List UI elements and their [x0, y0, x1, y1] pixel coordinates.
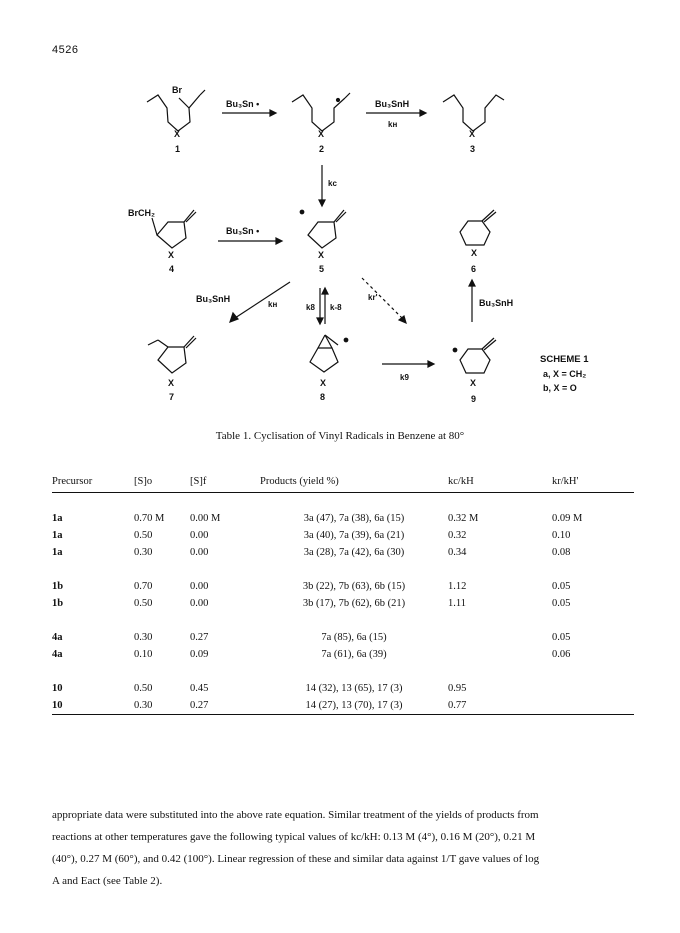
compound-9-structure	[460, 338, 496, 373]
results-table	[52, 470, 634, 715]
cell-kc-kh	[448, 629, 552, 646]
compound-3-structure	[443, 95, 504, 131]
cell-kc-kh: 0.95	[448, 683, 467, 694]
body-line-3: (40°), 0.27 M (60°), and 0.42 (100°). Linear regression of these and similar data against 1/T gave values of log	[52, 853, 540, 865]
scheme-legend-b: b, X = O	[543, 383, 577, 393]
cell-s0: 0.30	[134, 700, 153, 711]
cell-kc-kh: 1.12	[448, 581, 467, 592]
reagent-tin-radical-1: Bu₃Sn •	[226, 99, 260, 109]
cell-kc-kh: 0.32	[448, 530, 467, 541]
cell-precursor: 4a	[52, 649, 63, 660]
cell-kr-kh: 0.10	[552, 530, 571, 541]
cell-kc-kh: 0.77	[448, 700, 467, 711]
compound-7-structure	[148, 336, 196, 373]
x-label-4: X	[168, 250, 175, 260]
compound-4-structure	[152, 210, 196, 248]
cell-precursor: 1b	[52, 598, 64, 609]
cell-kr-kh: 0.08	[552, 547, 571, 558]
table-row	[52, 697, 634, 715]
compound-number-8: 8	[320, 392, 326, 402]
compound-8-structure	[310, 335, 338, 372]
compound-number-2: 2	[319, 144, 325, 154]
spacer-row	[52, 493, 634, 511]
cell-products: 3b (22), 7b (63), 6b (15)	[302, 581, 406, 592]
body-line-2: reactions at other temperatures gave the following typical values of kc/kH: 0.13 M (4°), 0.16 M (20°), 0.21 M	[52, 831, 536, 843]
table-row	[52, 544, 634, 561]
scheme-legend-a: a, X = CH₂	[543, 369, 587, 379]
cell-precursor: 1b	[52, 581, 64, 592]
cell-products: 3b (17), 7b (62), 6b (21)	[302, 598, 406, 609]
compound-6-structure	[460, 210, 496, 245]
cell-s0: 0.30	[134, 547, 153, 558]
body-text	[52, 804, 632, 892]
rate-constant-kr: kr'	[368, 293, 378, 302]
cell-sf: 0.27	[190, 632, 209, 643]
compound-1-structure	[147, 90, 205, 131]
reagent-tin-hydride-1: Bu₃SnH	[375, 99, 410, 109]
cell-s0: 0.50	[134, 598, 153, 609]
header-s0: [S]o	[134, 475, 153, 487]
rate-constant-kc: kc	[328, 179, 337, 188]
cell-kr-kh: 0.05	[552, 581, 571, 592]
cell-kr-kh: 0.05	[552, 598, 571, 609]
rate-constant-kh-1: kʜ	[388, 120, 398, 129]
cell-kr-kh: 0.05	[552, 632, 571, 643]
header-precursor: Precursor	[52, 475, 93, 487]
scheme-title: SCHEME 1	[540, 354, 589, 365]
page-number: 4526	[52, 44, 79, 56]
table-row	[52, 595, 634, 612]
x-label-7: X	[168, 378, 175, 388]
x-label-2: X	[318, 129, 325, 139]
x-label-8: X	[320, 378, 327, 388]
cell-s0: 0.30	[134, 632, 153, 643]
cell-precursor: 10	[52, 683, 63, 694]
cell-s0: 0.50	[134, 530, 153, 541]
cell-kc-kh: 0.32 M	[448, 513, 479, 524]
cell-precursor: 1a	[52, 513, 63, 524]
cell-products: 7a (85), 6a (15)	[321, 632, 387, 643]
table-caption: Table 1. Cyclisation of Vinyl Radicals in Benzene at 80°	[215, 430, 465, 442]
header-sf: [S]f	[190, 475, 207, 487]
spacer-row	[52, 612, 634, 629]
cell-s0: 0.70	[134, 581, 153, 592]
cell-kr-kh	[552, 697, 634, 715]
cell-precursor: 1a	[52, 530, 63, 541]
table-row	[52, 680, 634, 697]
cell-s0: 0.10	[134, 649, 153, 660]
cell-products: 14 (32), 13 (65), 17 (3)	[305, 683, 403, 694]
compound-number-7: 7	[169, 392, 175, 402]
compound-2-structure	[292, 93, 350, 131]
rate-constant-k9: k9	[400, 373, 409, 382]
cell-precursor: 4a	[52, 632, 63, 643]
header-kc-kh: kc/kH	[448, 475, 474, 487]
cell-sf: 0.00	[190, 581, 209, 592]
compound-number-6: 6	[471, 264, 477, 274]
cell-sf: 0.00	[190, 547, 209, 558]
table-row	[52, 578, 634, 595]
brch2-label: BrCH₂	[128, 208, 155, 218]
x-label-3: X	[469, 129, 476, 139]
body-line-1: appropriate data were substituted into the above rate equation. Similar treatment of the yields of products from	[52, 809, 539, 821]
table-row	[52, 510, 634, 527]
cell-precursor: 1a	[52, 547, 63, 558]
cell-sf: 0.27	[190, 700, 209, 711]
cell-kr-kh: 0.06	[552, 649, 571, 660]
body-line-4: A and Eact (see Table 2).	[52, 875, 163, 887]
cell-s0: 0.50	[134, 683, 153, 694]
cell-products: 3a (28), 7a (42), 6a (30)	[303, 547, 405, 558]
x-label-9: X	[470, 378, 477, 388]
cell-sf: 0.00	[190, 598, 209, 609]
compound-number-9: 9	[471, 394, 477, 404]
compound-number-4: 4	[169, 264, 175, 274]
cell-kc-kh: 0.34	[448, 547, 467, 558]
cell-products: 3a (40), 7a (39), 6a (21)	[303, 530, 405, 541]
cell-sf: 0.09	[190, 649, 209, 660]
compound-5-structure	[308, 210, 346, 248]
cell-sf: 0.00	[190, 530, 209, 541]
rate-constant-k-minus-8: k‑8	[330, 303, 342, 312]
table-row	[52, 629, 634, 646]
cell-sf: 0.00 M	[190, 513, 221, 524]
cell-kc-kh: 1.11	[448, 598, 466, 609]
cell-precursor: 10	[52, 700, 63, 711]
compound-number-3: 3	[470, 144, 476, 154]
cell-kr-kh	[552, 680, 634, 697]
x-label-6: X	[471, 248, 478, 258]
cell-kc-kh	[448, 646, 552, 663]
compound-number-1: 1	[175, 144, 181, 154]
spacer-row	[52, 561, 634, 578]
x-label-5: X	[318, 250, 325, 260]
compound-number-5: 5	[319, 264, 325, 274]
cell-sf: 0.45	[190, 683, 209, 694]
cell-s0: 0.70 M	[134, 513, 165, 524]
table-header-row	[52, 470, 634, 493]
cell-products: 7a (61), 6a (39)	[321, 649, 387, 660]
header-products: Products (yield %)	[260, 475, 339, 487]
table-row	[52, 527, 634, 544]
reagent-tin-hydride-3: Bu₃SnH	[479, 298, 514, 308]
cell-products: 14 (27), 13 (70), 17 (3)	[305, 700, 403, 711]
rate-constant-k8: k8	[306, 303, 315, 312]
x-label-1: X	[174, 129, 181, 139]
header-kr-kh: kr/kH'	[552, 475, 579, 487]
reaction-scheme	[0, 0, 680, 430]
cell-kr-kh: 0.09 M	[552, 513, 583, 524]
reagent-tin-hydride-2: Bu₃SnH	[196, 294, 231, 304]
br-label: Br	[172, 85, 183, 95]
reagent-tin-radical-2: Bu₃Sn •	[226, 226, 260, 236]
rate-constant-kh-2: kʜ	[268, 300, 278, 309]
spacer-row	[52, 663, 634, 680]
cell-products: 3a (47), 7a (38), 6a (15)	[303, 513, 405, 524]
table-row	[52, 646, 634, 663]
